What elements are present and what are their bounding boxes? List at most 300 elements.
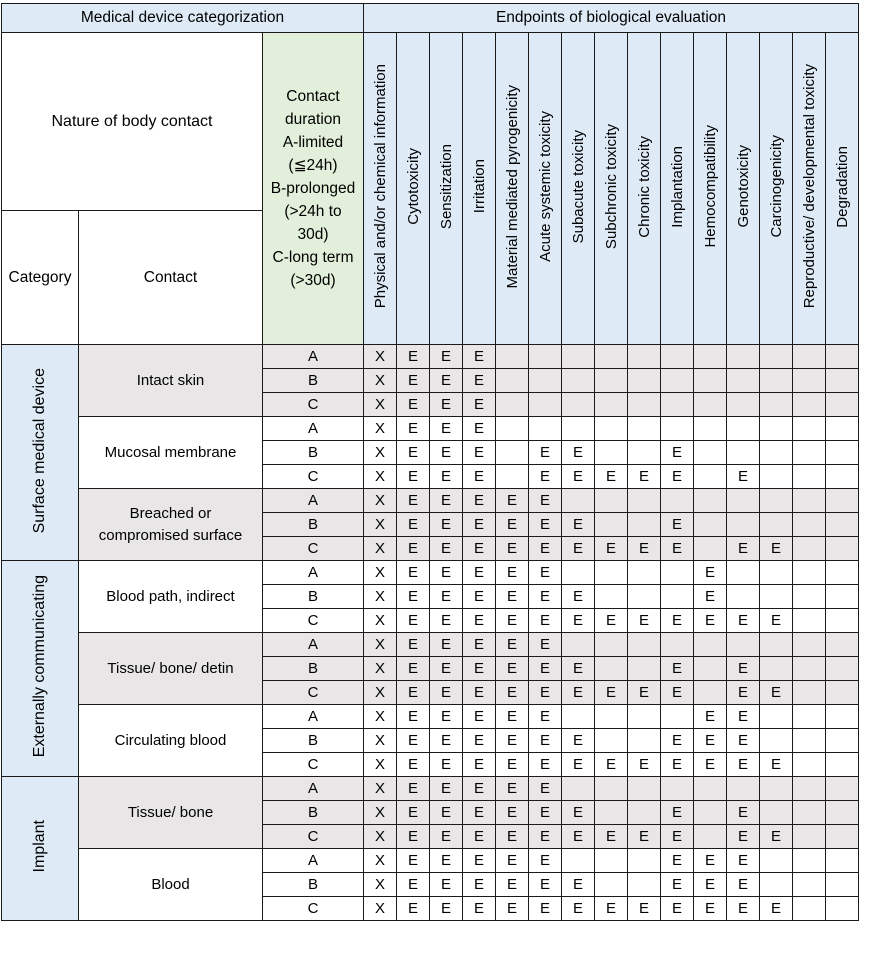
evaluation-cell: [694, 417, 727, 441]
table-row: [2, 345, 859, 369]
evaluation-cell: E: [595, 609, 628, 633]
evaluation-cell: [562, 369, 595, 393]
evaluation-cell: [562, 777, 595, 801]
evaluation-cell: E: [463, 465, 496, 489]
endpoint-header: [364, 33, 397, 345]
evaluation-cell: [793, 849, 826, 873]
contact-cell: Tissue/ bone/ detin: [79, 633, 263, 705]
evaluation-cell: E: [694, 585, 727, 609]
evaluation-cell: [826, 849, 859, 873]
contact-header: Contact: [79, 211, 263, 345]
endpoint-header: [694, 33, 727, 345]
evaluation-cell: [661, 489, 694, 513]
evaluation-cell: E: [430, 681, 463, 705]
evaluation-cell: E: [595, 465, 628, 489]
endpoint-label: Physical and/or chemical information: [371, 64, 389, 309]
evaluation-cell: [628, 705, 661, 729]
evaluation-cell: E: [496, 633, 529, 657]
evaluation-cell: [694, 825, 727, 849]
evaluation-cell: E: [397, 657, 430, 681]
evaluation-cell: X: [364, 849, 397, 873]
evaluation-cell: E: [397, 585, 430, 609]
evaluation-cell: [727, 489, 760, 513]
evaluation-cell: [793, 729, 826, 753]
evaluation-cell: E: [463, 393, 496, 417]
duration-cell: B: [263, 657, 364, 681]
duration-cell: C: [263, 753, 364, 777]
evaluation-cell: [826, 441, 859, 465]
evaluation-cell: E: [529, 777, 562, 801]
evaluation-cell: E: [727, 657, 760, 681]
evaluation-cell: [661, 777, 694, 801]
evaluation-cell: [793, 537, 826, 561]
evaluation-cell: [826, 369, 859, 393]
evaluation-cell: [694, 513, 727, 537]
evaluation-cell: E: [463, 657, 496, 681]
evaluation-cell: [694, 345, 727, 369]
evaluation-cell: [760, 345, 793, 369]
evaluation-cell: [694, 441, 727, 465]
evaluation-cell: [727, 417, 760, 441]
evaluation-cell: E: [529, 705, 562, 729]
evaluation-cell: [562, 705, 595, 729]
endpoint-label: Reproductive/ developmental toxicity: [800, 64, 818, 309]
contact-cell: Intact skin: [79, 345, 263, 417]
duration-cell: B: [263, 585, 364, 609]
evaluation-cell: E: [463, 753, 496, 777]
evaluation-cell: [595, 873, 628, 897]
duration-cell: A: [263, 489, 364, 513]
evaluation-cell: E: [727, 729, 760, 753]
evaluation-cell: [760, 561, 793, 585]
evaluation-cell: E: [496, 873, 529, 897]
evaluation-cell: [760, 729, 793, 753]
evaluation-cell: [793, 873, 826, 897]
evaluation-cell: E: [661, 441, 694, 465]
duration-line: Contact: [286, 88, 340, 105]
evaluation-cell: E: [727, 609, 760, 633]
evaluation-cell: [496, 393, 529, 417]
evaluation-cell: [529, 417, 562, 441]
duration-cell: A: [263, 849, 364, 873]
evaluation-cell: E: [529, 801, 562, 825]
evaluation-cell: [727, 585, 760, 609]
evaluation-cell: X: [364, 393, 397, 417]
evaluation-cell: [760, 465, 793, 489]
evaluation-cell: E: [463, 609, 496, 633]
evaluation-cell: X: [364, 825, 397, 849]
evaluation-cell: [595, 657, 628, 681]
category-cell: [2, 777, 79, 921]
evaluation-cell: [760, 393, 793, 417]
evaluation-cell: [496, 345, 529, 369]
evaluation-cell: [694, 537, 727, 561]
evaluation-cell: E: [397, 561, 430, 585]
evaluation-cell: [628, 633, 661, 657]
evaluation-cell: X: [364, 441, 397, 465]
evaluation-cell: E: [529, 897, 562, 921]
evaluation-cell: E: [496, 777, 529, 801]
endpoint-label: Implantation: [668, 145, 686, 228]
evaluation-cell: E: [430, 801, 463, 825]
evaluation-cell: E: [397, 345, 430, 369]
evaluation-cell: E: [463, 513, 496, 537]
table-row: [2, 849, 859, 873]
endpoint-label: Carcinogenicity: [767, 135, 785, 238]
evaluation-cell: E: [463, 777, 496, 801]
evaluation-cell: E: [463, 801, 496, 825]
duration-cell: A: [263, 417, 364, 441]
evaluation-cell: [595, 561, 628, 585]
evaluation-cell: [529, 393, 562, 417]
evaluation-cell: [826, 609, 859, 633]
evaluation-cell: [628, 657, 661, 681]
evaluation-cell: E: [661, 897, 694, 921]
evaluation-cell: [727, 393, 760, 417]
evaluation-cell: [760, 849, 793, 873]
evaluation-cell: E: [562, 897, 595, 921]
contact-duration-header: [263, 33, 364, 345]
evaluation-cell: E: [628, 465, 661, 489]
matrix-header: [2, 4, 859, 345]
endpoint-label: Material mediated pyrogenicity: [503, 84, 521, 289]
evaluation-cell: E: [661, 753, 694, 777]
evaluation-cell: E: [430, 537, 463, 561]
duration-cell: A: [263, 561, 364, 585]
evaluation-cell: [760, 513, 793, 537]
evaluation-cell: E: [463, 489, 496, 513]
evaluation-cell: [793, 681, 826, 705]
endpoint-label: Sensitization: [437, 143, 455, 230]
duration-cell: C: [263, 609, 364, 633]
evaluation-cell: X: [364, 897, 397, 921]
evaluation-cell: E: [661, 849, 694, 873]
evaluation-cell: [826, 465, 859, 489]
evaluation-cell: E: [397, 729, 430, 753]
endpoint-header: [562, 33, 595, 345]
evaluation-cell: [562, 393, 595, 417]
evaluation-cell: [826, 681, 859, 705]
evaluation-cell: E: [562, 753, 595, 777]
evaluation-cell: E: [562, 825, 595, 849]
evaluation-cell: [826, 825, 859, 849]
duration-cell: B: [263, 801, 364, 825]
category-label: Surface medical device: [31, 367, 48, 534]
evaluation-cell: X: [364, 873, 397, 897]
evaluation-cell: E: [760, 609, 793, 633]
evaluation-cell: [826, 417, 859, 441]
evaluation-cell: [661, 561, 694, 585]
evaluation-cell: E: [430, 441, 463, 465]
evaluation-cell: [694, 777, 727, 801]
evaluation-cell: [727, 441, 760, 465]
endpoint-header: [463, 33, 496, 345]
evaluation-cell: [661, 417, 694, 441]
evaluation-cell: E: [661, 729, 694, 753]
evaluation-cell: E: [529, 609, 562, 633]
evaluation-cell: [826, 897, 859, 921]
evaluation-cell: [727, 633, 760, 657]
evaluation-cell: E: [694, 753, 727, 777]
evaluation-cell: [595, 513, 628, 537]
evaluation-cell: [694, 465, 727, 489]
evaluation-cell: [760, 417, 793, 441]
evaluation-cell: [826, 729, 859, 753]
evaluation-cell: [595, 585, 628, 609]
evaluation-cell: E: [727, 897, 760, 921]
duration-cell: A: [263, 345, 364, 369]
evaluation-cell: [661, 393, 694, 417]
evaluation-cell: E: [529, 681, 562, 705]
evaluation-cell: [595, 729, 628, 753]
evaluation-cell: [661, 345, 694, 369]
evaluation-cell: [760, 489, 793, 513]
evaluation-cell: E: [694, 897, 727, 921]
evaluation-cell: E: [760, 897, 793, 921]
evaluation-cell: [793, 753, 826, 777]
evaluation-cell: [826, 705, 859, 729]
table-row: [2, 561, 859, 585]
evaluation-cell: [793, 585, 826, 609]
evaluation-cell: [694, 681, 727, 705]
evaluation-cell: E: [463, 897, 496, 921]
evaluation-cell: E: [529, 513, 562, 537]
evaluation-cell: X: [364, 345, 397, 369]
evaluation-cell: X: [364, 585, 397, 609]
evaluation-cell: E: [430, 825, 463, 849]
evaluation-cell: X: [364, 753, 397, 777]
evaluation-cell: E: [496, 753, 529, 777]
contact-cell: Blood path, indirect: [79, 561, 263, 633]
evaluation-cell: E: [397, 873, 430, 897]
evaluation-cell: E: [529, 657, 562, 681]
duration-line: duration: [284, 111, 341, 128]
evaluation-cell: X: [364, 729, 397, 753]
contact-cell: Breached or compromised surface: [79, 489, 263, 561]
evaluation-cell: E: [430, 753, 463, 777]
evaluation-cell: E: [397, 369, 430, 393]
evaluation-cell: E: [595, 897, 628, 921]
evaluation-cell: E: [727, 753, 760, 777]
evaluation-cell: E: [397, 825, 430, 849]
evaluation-cell: E: [496, 537, 529, 561]
evaluation-cell: [595, 369, 628, 393]
evaluation-cell: [628, 393, 661, 417]
evaluation-cell: [826, 633, 859, 657]
evaluation-cell: X: [364, 801, 397, 825]
evaluation-cell: E: [430, 897, 463, 921]
evaluation-cell: E: [463, 369, 496, 393]
evaluation-cell: [793, 561, 826, 585]
category-header: Category: [2, 211, 79, 345]
evaluation-cell: [826, 537, 859, 561]
evaluation-cell: E: [529, 873, 562, 897]
evaluation-cell: E: [496, 681, 529, 705]
matrix-body: [2, 345, 859, 921]
evaluation-cell: X: [364, 657, 397, 681]
endpoint-header: [760, 33, 793, 345]
evaluation-cell: E: [430, 489, 463, 513]
evaluation-cell: [496, 369, 529, 393]
evaluation-cell: [496, 441, 529, 465]
evaluation-cell: [793, 705, 826, 729]
evaluation-cell: E: [562, 729, 595, 753]
evaluation-cell: E: [727, 681, 760, 705]
evaluation-cell: E: [661, 801, 694, 825]
evaluation-cell: E: [463, 633, 496, 657]
evaluation-cell: [628, 849, 661, 873]
duration-line: (≦24h): [288, 157, 338, 174]
evaluation-cell: E: [397, 633, 430, 657]
evaluation-cell: E: [760, 681, 793, 705]
evaluation-cell: E: [661, 465, 694, 489]
evaluation-cell: E: [463, 537, 496, 561]
evaluation-cell: E: [463, 345, 496, 369]
evaluation-cell: [727, 561, 760, 585]
evaluation-cell: [826, 561, 859, 585]
evaluation-cell: E: [496, 561, 529, 585]
duration-line: (>24h to: [284, 203, 342, 220]
evaluation-cell: E: [562, 801, 595, 825]
evaluation-cell: E: [562, 609, 595, 633]
evaluation-cell: E: [661, 609, 694, 633]
evaluation-cell: [826, 489, 859, 513]
evaluation-cell: [826, 753, 859, 777]
evaluation-cell: [826, 345, 859, 369]
evaluation-cell: E: [430, 633, 463, 657]
evaluation-cell: [793, 801, 826, 825]
nature-of-contact-header: Nature of body contact: [2, 33, 263, 211]
duration-line: C-long term: [272, 249, 354, 266]
evaluation-cell: E: [463, 441, 496, 465]
biological-evaluation-matrix: [1, 3, 859, 921]
evaluation-cell: [595, 849, 628, 873]
evaluation-cell: E: [430, 657, 463, 681]
evaluation-cell: [793, 393, 826, 417]
evaluation-cell: E: [529, 465, 562, 489]
evaluation-cell: [793, 369, 826, 393]
evaluation-cell: E: [694, 873, 727, 897]
evaluation-cell: E: [463, 417, 496, 441]
table-row: [2, 777, 859, 801]
header-row-titles: [2, 4, 859, 33]
evaluation-cell: [727, 345, 760, 369]
evaluation-cell: [661, 705, 694, 729]
endpoint-label: Subchronic toxicity: [602, 123, 620, 250]
evaluation-cell: X: [364, 417, 397, 441]
evaluation-cell: E: [397, 753, 430, 777]
evaluation-cell: E: [496, 513, 529, 537]
evaluation-cell: [826, 801, 859, 825]
evaluation-cell: [628, 873, 661, 897]
evaluation-cell: E: [430, 729, 463, 753]
evaluation-cell: X: [364, 777, 397, 801]
evaluation-cell: E: [529, 729, 562, 753]
evaluation-cell: E: [430, 849, 463, 873]
duration-line: (>30d): [290, 272, 336, 289]
evaluation-cell: [760, 441, 793, 465]
evaluation-cell: [595, 441, 628, 465]
evaluation-cell: E: [529, 561, 562, 585]
table-row: [2, 489, 859, 513]
table-row: [2, 633, 859, 657]
evaluation-cell: X: [364, 705, 397, 729]
evaluation-cell: E: [397, 681, 430, 705]
evaluation-cell: [628, 801, 661, 825]
evaluation-cell: [793, 513, 826, 537]
evaluation-cell: E: [463, 561, 496, 585]
endpoint-label: Degradation: [833, 145, 851, 228]
evaluation-cell: E: [463, 825, 496, 849]
evaluation-cell: X: [364, 537, 397, 561]
endpoint-header: [661, 33, 694, 345]
evaluation-cell: E: [562, 537, 595, 561]
endpoint-label: Genotoxicity: [734, 145, 752, 228]
endpoint-header: [826, 33, 859, 345]
evaluation-cell: [595, 801, 628, 825]
evaluation-cell: E: [463, 705, 496, 729]
evaluation-cell: E: [562, 657, 595, 681]
table-row: [2, 705, 859, 729]
evaluation-cell: E: [694, 561, 727, 585]
evaluation-cell: E: [430, 513, 463, 537]
evaluation-cell: [628, 585, 661, 609]
evaluation-cell: [496, 417, 529, 441]
evaluation-cell: [661, 585, 694, 609]
evaluation-cell: E: [463, 849, 496, 873]
evaluation-cell: E: [463, 729, 496, 753]
evaluation-cell: E: [694, 849, 727, 873]
evaluation-cell: E: [397, 849, 430, 873]
category-cell: [2, 345, 79, 561]
evaluation-cell: X: [364, 369, 397, 393]
evaluation-cell: E: [430, 873, 463, 897]
endpoint-label: Chronic toxicity: [635, 135, 653, 238]
evaluation-cell: E: [430, 585, 463, 609]
table-row: [2, 417, 859, 441]
evaluation-cell: [595, 489, 628, 513]
evaluation-cell: X: [364, 561, 397, 585]
evaluation-cell: E: [397, 705, 430, 729]
contact-cell: Mucosal membrane: [79, 417, 263, 489]
evaluation-cell: [661, 633, 694, 657]
evaluation-cell: E: [562, 681, 595, 705]
evaluation-cell: E: [496, 585, 529, 609]
endpoint-header: [529, 33, 562, 345]
endpoint-label: Subacute toxicity: [569, 129, 587, 244]
endpoint-header: [496, 33, 529, 345]
category-label: Externally communicating: [31, 575, 48, 758]
evaluation-cell: [760, 585, 793, 609]
evaluation-cell: [694, 657, 727, 681]
evaluation-cell: [760, 777, 793, 801]
evaluation-cell: [496, 465, 529, 489]
evaluation-cell: E: [430, 561, 463, 585]
evaluation-cell: E: [529, 585, 562, 609]
evaluation-cell: [760, 801, 793, 825]
category-label: Implant: [31, 820, 48, 873]
evaluation-cell: E: [397, 777, 430, 801]
evaluation-cell: E: [397, 609, 430, 633]
evaluation-cell: E: [496, 897, 529, 921]
evaluation-cell: E: [661, 873, 694, 897]
endpoints-header: Endpoints of biological evaluation: [364, 4, 859, 33]
evaluation-cell: [628, 561, 661, 585]
evaluation-cell: E: [529, 537, 562, 561]
evaluation-cell: E: [562, 873, 595, 897]
evaluation-cell: E: [562, 465, 595, 489]
evaluation-cell: [628, 513, 661, 537]
